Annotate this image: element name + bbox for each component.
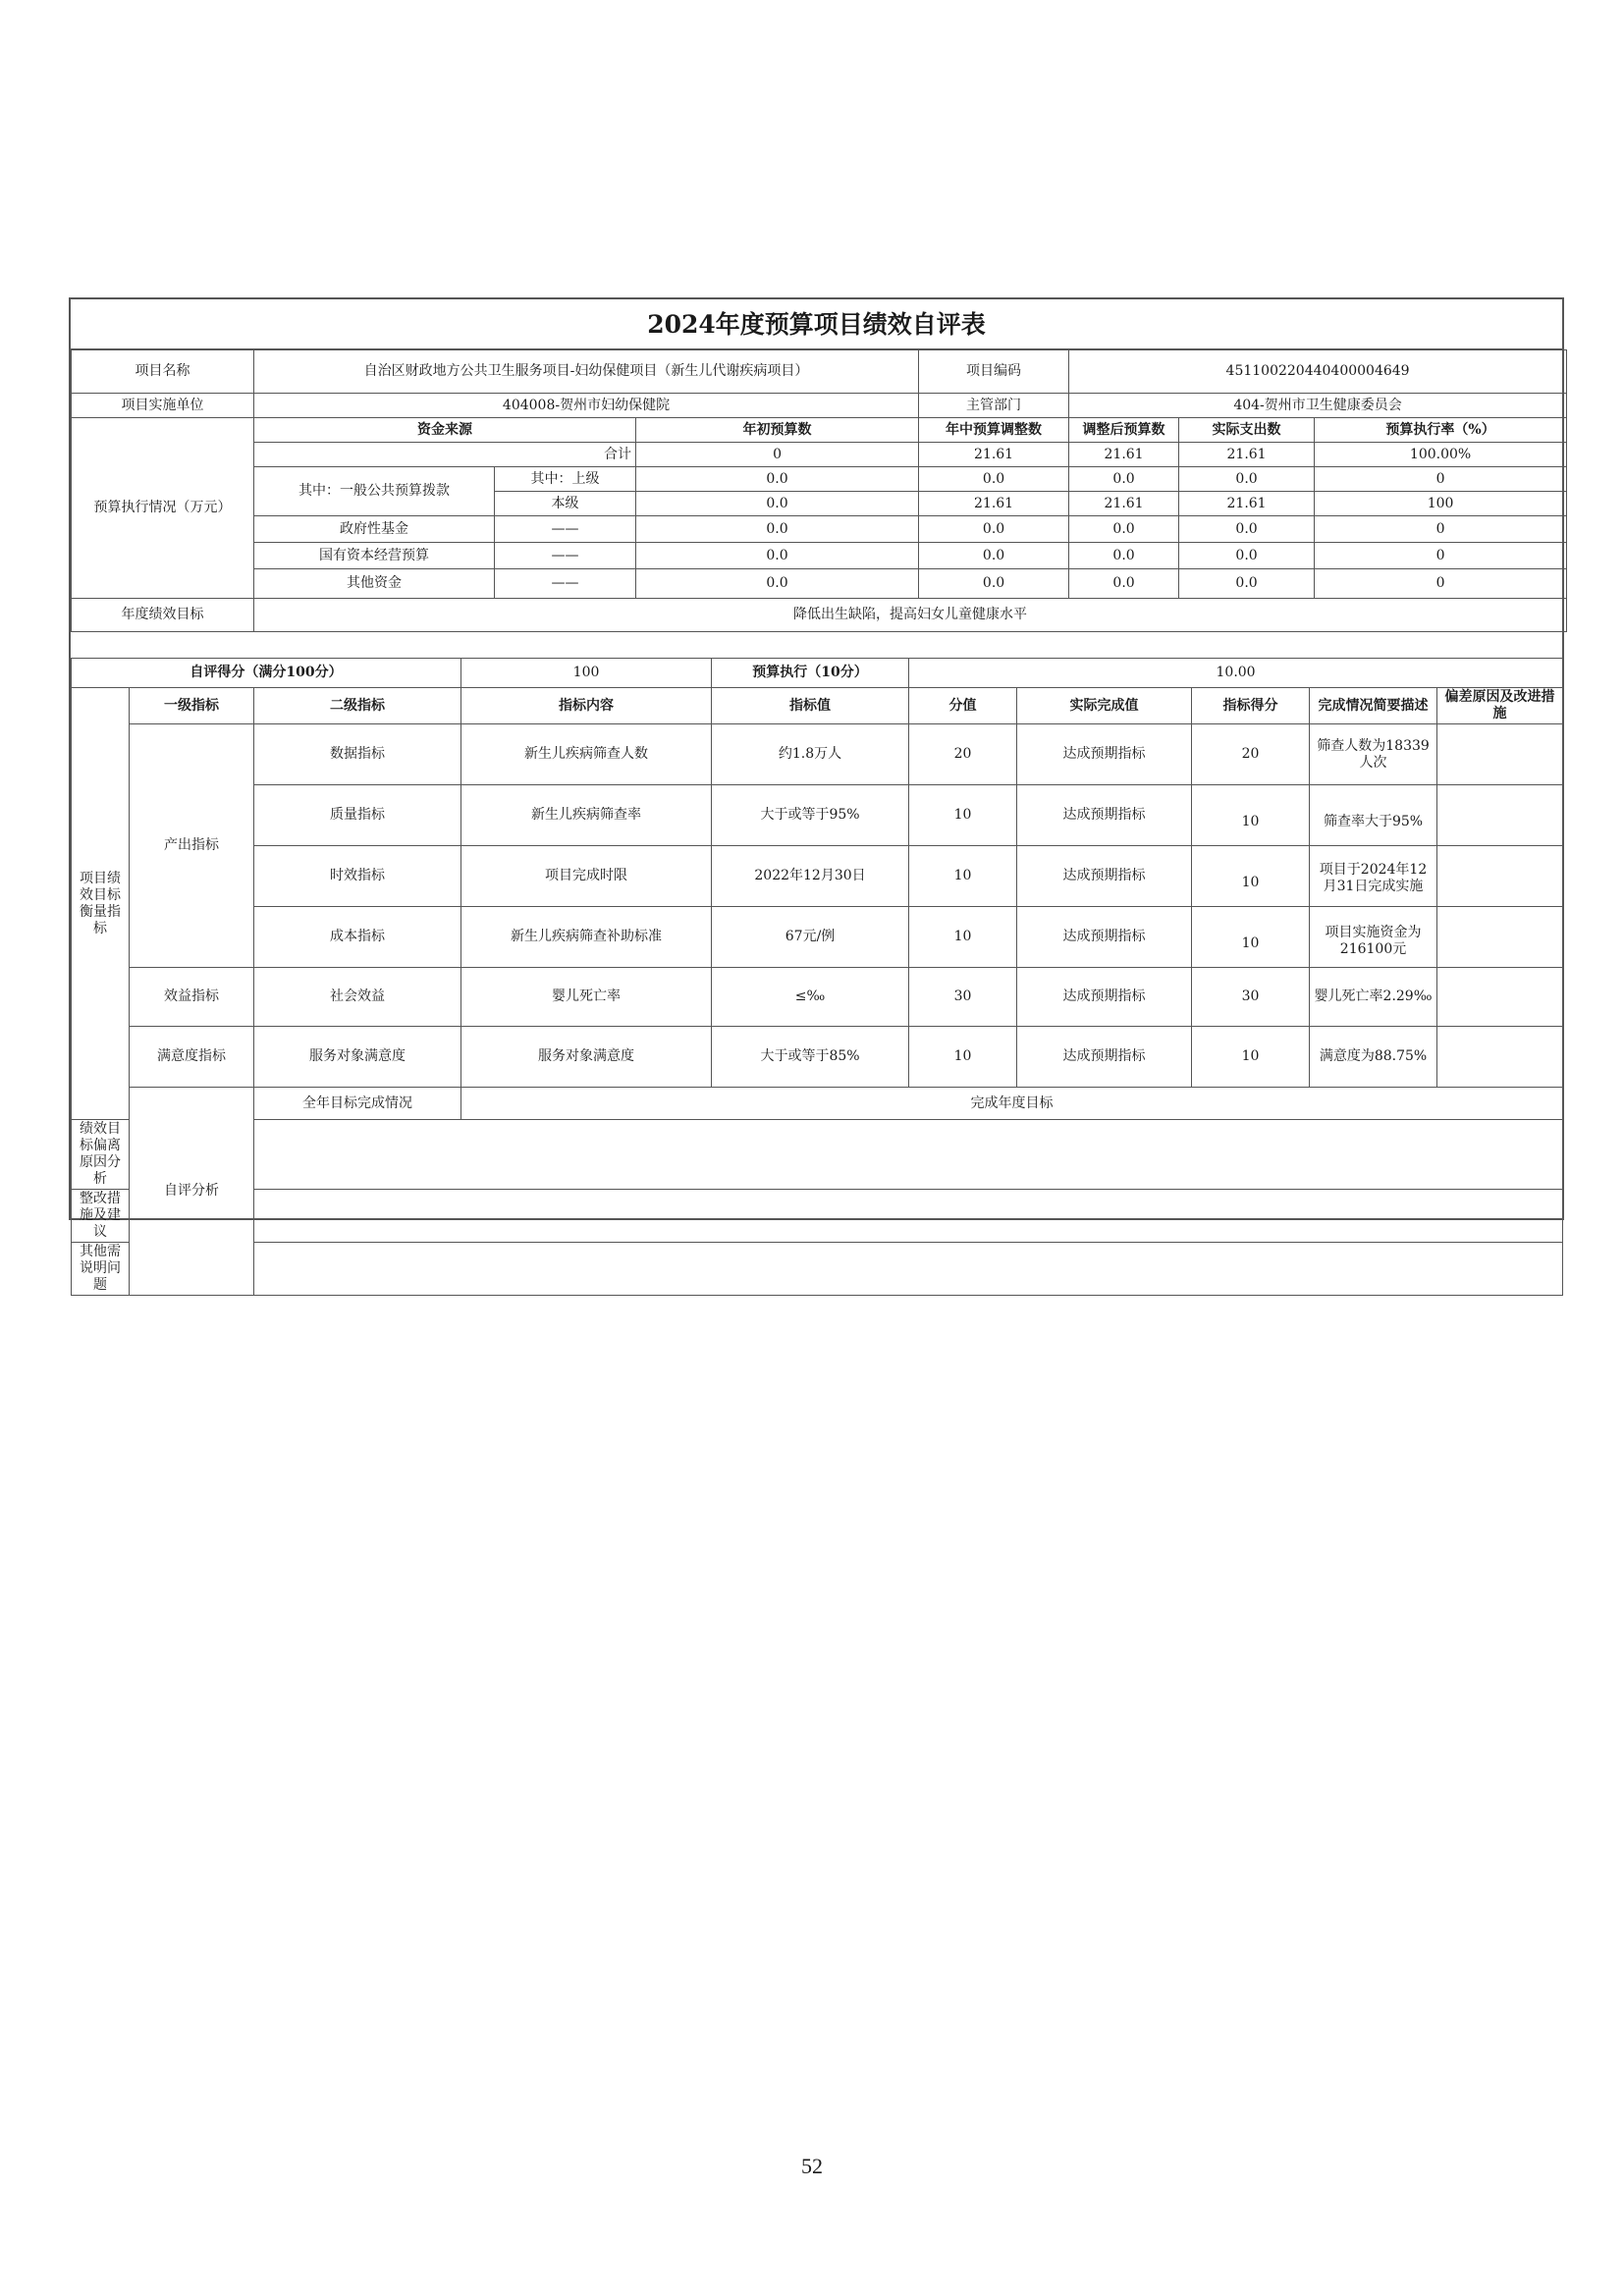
total-mid: 21.61 bbox=[919, 443, 1069, 467]
adjusted-budget-header: 调整后预算数 bbox=[1069, 418, 1179, 443]
table-row bbox=[72, 968, 1563, 1027]
rectification-value bbox=[254, 1190, 1563, 1243]
value-cell: 约1.8万人 bbox=[712, 724, 909, 785]
score-cell: 10 bbox=[909, 785, 1017, 846]
ind-score-header: 指标得分 bbox=[1192, 688, 1310, 724]
deviation-analysis-value bbox=[254, 1120, 1563, 1190]
content-cell: 新生儿疾病筛查率 bbox=[461, 785, 712, 846]
desc-cell: 项目于2024年12月31日完成实施 bbox=[1310, 846, 1437, 907]
content-cell: 新生儿疾病筛查补助标准 bbox=[461, 907, 712, 968]
gov-fund-label: 政府性基金 bbox=[254, 516, 495, 543]
impl-unit-value: 404008-贺州市妇幼保健院 bbox=[254, 394, 919, 418]
self-analysis-label: 自评分析 bbox=[130, 1088, 254, 1296]
budget-exec-score-value: 10.00 bbox=[909, 659, 1563, 688]
page-number: 52 bbox=[801, 2154, 823, 2178]
annual-goal-value: 降低出生缺陷，提高妇女儿童健康水平 bbox=[254, 599, 1567, 632]
desc-cell: 筛查人数为18339人次 bbox=[1310, 724, 1437, 785]
content-cell: 新生儿疾病筛查人数 bbox=[461, 724, 712, 785]
gov-fund-adjusted: 0.0 bbox=[1069, 516, 1179, 543]
benefit-indicator-label: 效益指标 bbox=[130, 968, 254, 1027]
desc-cell: 筛查率大于95% bbox=[1310, 785, 1437, 846]
gov-fund-actual: 0.0 bbox=[1179, 516, 1315, 543]
actual-cell: 达成预期指标 bbox=[1017, 1027, 1192, 1088]
this-level-actual: 21.61 bbox=[1179, 492, 1315, 516]
state-capital-initial: 0.0 bbox=[636, 543, 919, 569]
level2-cell: 社会效益 bbox=[254, 968, 461, 1027]
ind-value-header: 指标值 bbox=[712, 688, 909, 724]
actual-cell: 达成预期指标 bbox=[1017, 968, 1192, 1027]
deviation-cell bbox=[1437, 1027, 1563, 1088]
total-adjusted: 21.61 bbox=[1069, 443, 1179, 467]
table-row bbox=[72, 724, 1563, 785]
state-capital-rate: 0 bbox=[1315, 543, 1567, 569]
actual-spend-header: 实际支出数 bbox=[1179, 418, 1315, 443]
level2-cell: 数据指标 bbox=[254, 724, 461, 785]
desc-cell: 项目实施资金为216100元 bbox=[1310, 907, 1437, 968]
actual-cell: 达成预期指标 bbox=[1017, 846, 1192, 907]
state-capital-adjusted: 0.0 bbox=[1069, 543, 1179, 569]
this-level-adjusted: 21.61 bbox=[1069, 492, 1179, 516]
level2-cell: 质量指标 bbox=[254, 785, 461, 846]
score-cell: 20 bbox=[909, 724, 1017, 785]
content-cell: 项目完成时限 bbox=[461, 846, 712, 907]
desc-cell: 满意度为88.75% bbox=[1310, 1027, 1437, 1088]
level2-cell: 服务对象满意度 bbox=[254, 1027, 461, 1088]
table-row bbox=[72, 846, 1563, 907]
state-capital-mid: 0.0 bbox=[919, 543, 1069, 569]
actual-cell: 达成预期指标 bbox=[1017, 907, 1192, 968]
state-capital-dash: —— bbox=[495, 543, 636, 569]
total-label: 合计 bbox=[254, 443, 636, 467]
score-cell: 10 bbox=[909, 1027, 1017, 1088]
budget-table bbox=[71, 349, 1567, 632]
this-level-label: 本级 bbox=[495, 492, 636, 516]
output-indicator-label: 产出指标 bbox=[130, 724, 254, 968]
table-row bbox=[72, 1027, 1563, 1088]
total-initial: 0 bbox=[636, 443, 919, 467]
upper-initial: 0.0 bbox=[636, 467, 919, 492]
other-funds-initial: 0.0 bbox=[636, 569, 919, 599]
other-issues-label: 其他需说明问题 bbox=[72, 1243, 130, 1296]
upper-mid: 0.0 bbox=[919, 467, 1069, 492]
other-issues-value bbox=[254, 1243, 1563, 1296]
score-cell: 10 bbox=[909, 846, 1017, 907]
budget-exec-label: 预算执行情况（万元） bbox=[72, 418, 254, 599]
got-cell: 10 bbox=[1192, 1027, 1310, 1088]
project-name-value: 自治区财政地方公共卫生服务项目-妇幼保健项目（新生儿代谢疾病项目） bbox=[254, 350, 919, 394]
self-score-value: 100 bbox=[461, 659, 712, 688]
score-value-header: 分值 bbox=[909, 688, 1017, 724]
initial-budget-header: 年初预算数 bbox=[636, 418, 919, 443]
indicator-table bbox=[71, 658, 1563, 1296]
level1-header: 一级指标 bbox=[130, 688, 254, 724]
table-row bbox=[72, 785, 1563, 846]
got-cell: 10 bbox=[1192, 907, 1310, 968]
self-score-label: 自评得分（满分100分） bbox=[72, 659, 461, 688]
actual-cell: 达成预期指标 bbox=[1017, 724, 1192, 785]
project-name-label: 项目名称 bbox=[72, 350, 254, 394]
value-cell: 大于或等于95% bbox=[712, 785, 909, 846]
gov-fund-dash: —— bbox=[495, 516, 636, 543]
total-actual: 21.61 bbox=[1179, 443, 1315, 467]
score-cell: 10 bbox=[909, 907, 1017, 968]
actual-cell: 达成预期指标 bbox=[1017, 785, 1192, 846]
deviation-cell bbox=[1437, 968, 1563, 1027]
deviation-analysis-label: 绩效目标偏离原因分析 bbox=[72, 1120, 130, 1190]
other-funds-adjusted: 0.0 bbox=[1069, 569, 1179, 599]
deviation-header: 偏差原因及改进措施 bbox=[1437, 688, 1563, 724]
upper-rate: 0 bbox=[1315, 467, 1567, 492]
dept-value: 404-贺州市卫生健康委员会 bbox=[1069, 394, 1567, 418]
level2-cell: 成本指标 bbox=[254, 907, 461, 968]
value-cell: ≤‰ bbox=[712, 968, 909, 1027]
level2-header: 二级指标 bbox=[254, 688, 461, 724]
perf-indicators-label: 项目绩效目标衡量指标 bbox=[72, 688, 130, 1120]
desc-cell: 婴儿死亡率2.29‰ bbox=[1310, 968, 1437, 1027]
upper-adjusted: 0.0 bbox=[1069, 467, 1179, 492]
deviation-cell bbox=[1437, 846, 1563, 907]
mid-adjust-header: 年中预算调整数 bbox=[919, 418, 1069, 443]
dept-label: 主管部门 bbox=[919, 394, 1069, 418]
other-funds-label: 其他资金 bbox=[254, 569, 495, 599]
actual-value-header: 实际完成值 bbox=[1017, 688, 1192, 724]
upper-level-label: 其中：上级 bbox=[495, 467, 636, 492]
form-title: 2024年度预算项目绩效自评表 bbox=[71, 299, 1562, 349]
score-cell: 30 bbox=[909, 968, 1017, 1027]
this-level-rate: 100 bbox=[1315, 492, 1567, 516]
other-funds-mid: 0.0 bbox=[919, 569, 1069, 599]
ind-content-header: 指标内容 bbox=[461, 688, 712, 724]
this-level-mid: 21.61 bbox=[919, 492, 1069, 516]
other-funds-actual: 0.0 bbox=[1179, 569, 1315, 599]
satisfaction-indicator-label: 满意度指标 bbox=[130, 1027, 254, 1088]
rectification-label: 整改措施及建议 bbox=[72, 1190, 130, 1243]
table-row bbox=[72, 907, 1563, 968]
exec-rate-header: 预算执行率（%） bbox=[1315, 418, 1567, 443]
got-cell: 20 bbox=[1192, 724, 1310, 785]
budget-exec-score-label: 预算执行（10分） bbox=[712, 659, 909, 688]
total-rate: 100.00% bbox=[1315, 443, 1567, 467]
value-cell: 2022年12月30日 bbox=[712, 846, 909, 907]
value-cell: 67元/例 bbox=[712, 907, 909, 968]
got-cell: 10 bbox=[1192, 785, 1310, 846]
completion-desc-header: 完成情况简要描述 bbox=[1310, 688, 1437, 724]
deviation-cell bbox=[1437, 907, 1563, 968]
deviation-cell bbox=[1437, 724, 1563, 785]
annual-completion-value: 完成年度目标 bbox=[461, 1088, 1563, 1120]
self-evaluation-form bbox=[69, 297, 1564, 1293]
got-cell: 10 bbox=[1192, 846, 1310, 907]
annual-goal-label: 年度绩效目标 bbox=[72, 599, 254, 632]
general-public-label: 其中：一般公共预算拨款 bbox=[254, 467, 495, 516]
impl-unit-label: 项目实施单位 bbox=[72, 394, 254, 418]
state-capital-label: 国有资本经营预算 bbox=[254, 543, 495, 569]
state-capital-actual: 0.0 bbox=[1179, 543, 1315, 569]
annual-completion-label: 全年目标完成情况 bbox=[254, 1088, 461, 1120]
gov-fund-initial: 0.0 bbox=[636, 516, 919, 543]
value-cell: 大于或等于85% bbox=[712, 1027, 909, 1088]
upper-actual: 0.0 bbox=[1179, 467, 1315, 492]
other-funds-rate: 0 bbox=[1315, 569, 1567, 599]
content-cell: 服务对象满意度 bbox=[461, 1027, 712, 1088]
project-code-value: 451100220440400004649 bbox=[1069, 350, 1567, 394]
this-level-initial: 0.0 bbox=[636, 492, 919, 516]
other-funds-dash: —— bbox=[495, 569, 636, 599]
gov-fund-rate: 0 bbox=[1315, 516, 1567, 543]
content-cell: 婴儿死亡率 bbox=[461, 968, 712, 1027]
deviation-cell bbox=[1437, 785, 1563, 846]
project-code-label: 项目编码 bbox=[919, 350, 1069, 394]
got-cell: 30 bbox=[1192, 968, 1310, 1027]
level2-cell: 时效指标 bbox=[254, 846, 461, 907]
fund-source-header: 资金来源 bbox=[254, 418, 636, 443]
gov-fund-mid: 0.0 bbox=[919, 516, 1069, 543]
